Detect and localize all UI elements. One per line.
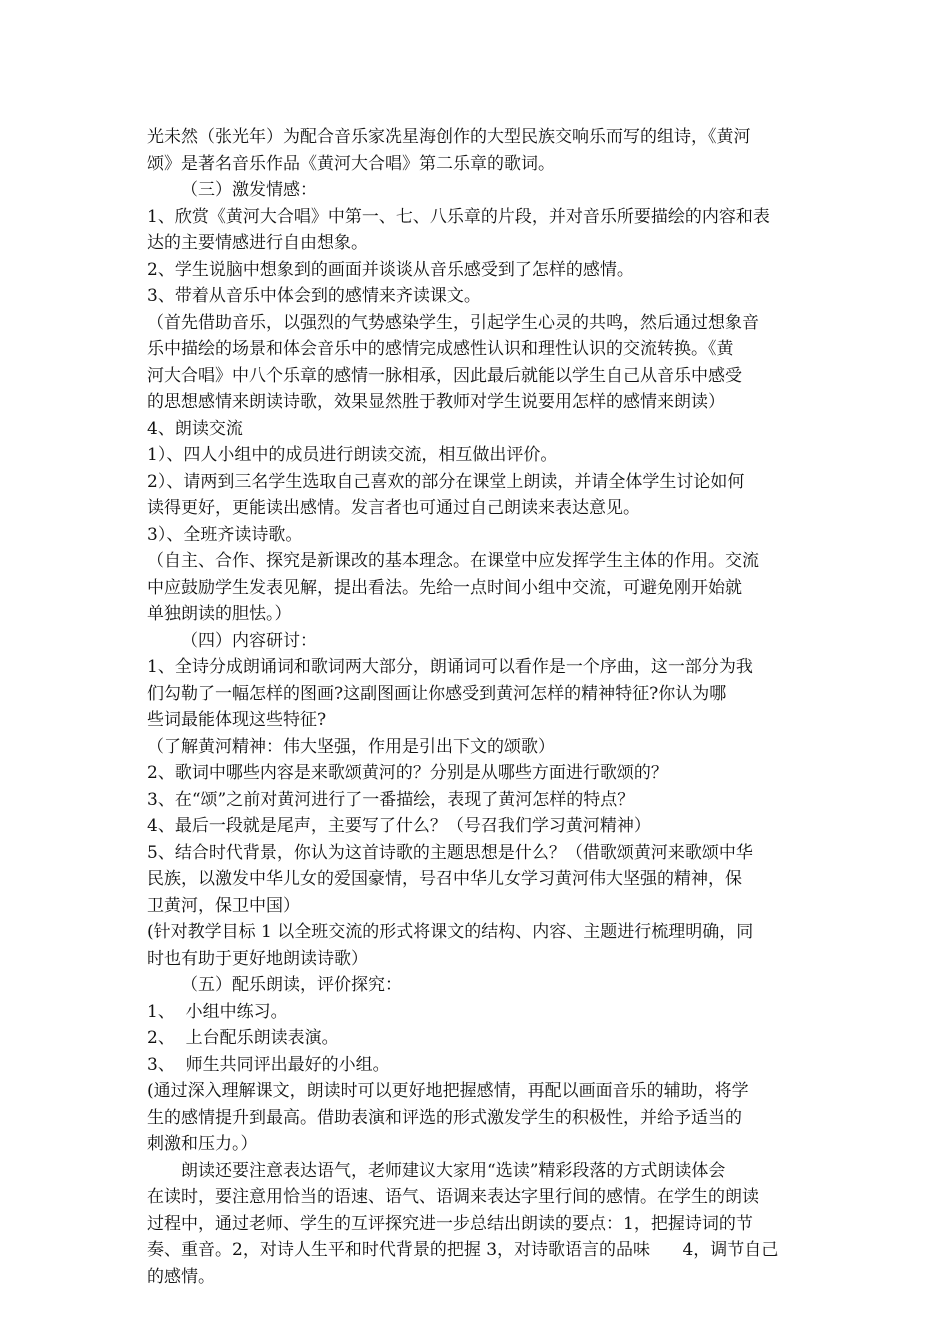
text-line: 刺激和压力。） — [147, 1134, 258, 1154]
text-line: （首先借助音乐，以强烈的气势感染学生，引起学生心灵的共鸣，然后通过想象音 — [147, 312, 759, 333]
text-line: 些词最能体现这些特征? — [147, 710, 327, 730]
text-line: (通过深入理解课文，朗读时可以更好地把握感情，再配以画面音乐的辅助，将学 — [147, 1081, 749, 1101]
text-line: 4、最后一段就是尾声，主要写了什么？（号召我们学习黄河精神） — [147, 816, 651, 836]
text-line: （自主、合作、探究是新课改的基本理念。在课堂中应发挥学生主体的作用。交流 — [147, 551, 759, 571]
text-line: 1、 小组中练习。 — [147, 1001, 288, 1022]
text-line: 奏、重音。2，对诗人生平和时代背景的把握 3，对诗歌语言的品味 4，调节自己 — [147, 1240, 779, 1260]
text-line: 们勾勒了一幅怎样的图画?这副图画让你感受到黄河怎样的精神特征?你认为哪 — [147, 683, 727, 704]
text-line: 过程中，通过老师、学生的互评探究进一步总结出朗读的要点：1，把握诗词的节 — [147, 1213, 753, 1234]
text-line: 2、 上台配乐朗读表演。 — [147, 1028, 339, 1048]
section-heading: （三）激发情感： — [181, 180, 317, 200]
text-line: 生的感情提升到最高。借助表演和评选的形式激发学生的积极性，并给予适当的 — [147, 1107, 742, 1128]
text-line: 的感情。 — [147, 1266, 215, 1287]
text-line: 5、结合时代背景，你认为这首诗歌的主题思想是什么？（借歌颂黄河来歌颂中华 — [147, 842, 753, 863]
text-line: 3、在“颂”之前对黄河进行了一番描绘，表现了黄河怎样的特点？ — [147, 789, 635, 810]
text-line: 颂》是著名音乐作品《黄河大合唱》第二乐章的歌词。 — [147, 153, 555, 174]
text-line: 4、朗读交流 — [147, 418, 243, 439]
text-line: 3）、全班齐读诗歌。 — [147, 524, 303, 545]
text-line: 中应鼓励学生发表见解，提出看法。先给一点时间小组中交流，可避免刚开始就 — [147, 577, 742, 598]
document-page — [147, 124, 812, 1290]
text-line: 卫黄河，保卫中国） — [147, 895, 300, 916]
paragraph-first-line: 朗读还要注意表达语气，老师建议大家用“选读”精彩段落的方式朗读体会 — [181, 1160, 726, 1181]
section-heading: （四）内容研讨： — [181, 630, 317, 651]
text-line: 在读时，要注意用恰当的语速、语气、语调来表达字里行间的感情。在学生的朗读 — [147, 1187, 759, 1207]
text-line: (针对教学目标 1 以全班交流的形式将课文的结构、内容、主题进行梳理明确，同 — [147, 922, 754, 942]
text-line: 3、 师生共同评出最好的小组。 — [147, 1054, 390, 1075]
text-line: 读得更好，更能读出感情。发言者也可通过自己朗读来表达意见。 — [147, 498, 640, 518]
text-line: 河大合唱》中八个乐章的感情一脉相承，因此最后就能以学生自己从音乐中感受 — [147, 365, 742, 386]
text-line: 单独朗读的胆怯。） — [147, 604, 292, 624]
text-line: 1、全诗分成朗诵词和歌词两大部分，朗诵词可以看作是一个序曲，这一部分为我 — [147, 657, 753, 677]
text-line: 1、欣赏《黄河大合唱》中第一、七、八乐章的片段，并对音乐所要描绘的内容和表 — [147, 206, 770, 227]
text-line: 2、歌词中哪些内容是来歌颂黄河的？分别是从哪些方面进行歌颂的？ — [147, 763, 668, 783]
text-line: 3、带着从音乐中体会到的感情来齐读课文。 — [147, 286, 481, 306]
text-line: 光未然（张光年）为配合音乐家冼星海创作的大型民族交响乐而写的组诗，《黄河 — [147, 127, 751, 147]
text-line: 达的主要情感进行自由想象。 — [147, 233, 368, 253]
text-line: 的思想感情来朗读诗歌，效果显然胜于教师对学生说要用怎样的感情来朗读） — [147, 392, 725, 412]
text-line: 时也有助于更好地朗读诗歌） — [147, 948, 368, 969]
text-line: 1）、四人小组中的成员进行朗读交流，相互做出评价。 — [147, 445, 558, 465]
text-line: 乐中描绘的场景和体会音乐中的感情完成感性认识和理性认识的交流转换。《黄 — [147, 339, 734, 359]
text-line: 2、学生说脑中想象到的画面并谈谈从音乐感受到了怎样的感情。 — [147, 259, 634, 280]
text-line: 2）、请两到三名学生选取自己喜欢的部分在课堂上朗读，并请全体学生讨论如何 — [147, 471, 745, 492]
section-heading: （五）配乐朗读，评价探究： — [181, 975, 402, 995]
text-line: 民族，以激发中华儿女的爱国豪情，号召中华儿女学习黄河伟大坚强的精神，保 — [147, 869, 742, 889]
text-line: （了解黄河精神：伟大坚强，作用是引出下文的颂歌） — [147, 736, 555, 757]
